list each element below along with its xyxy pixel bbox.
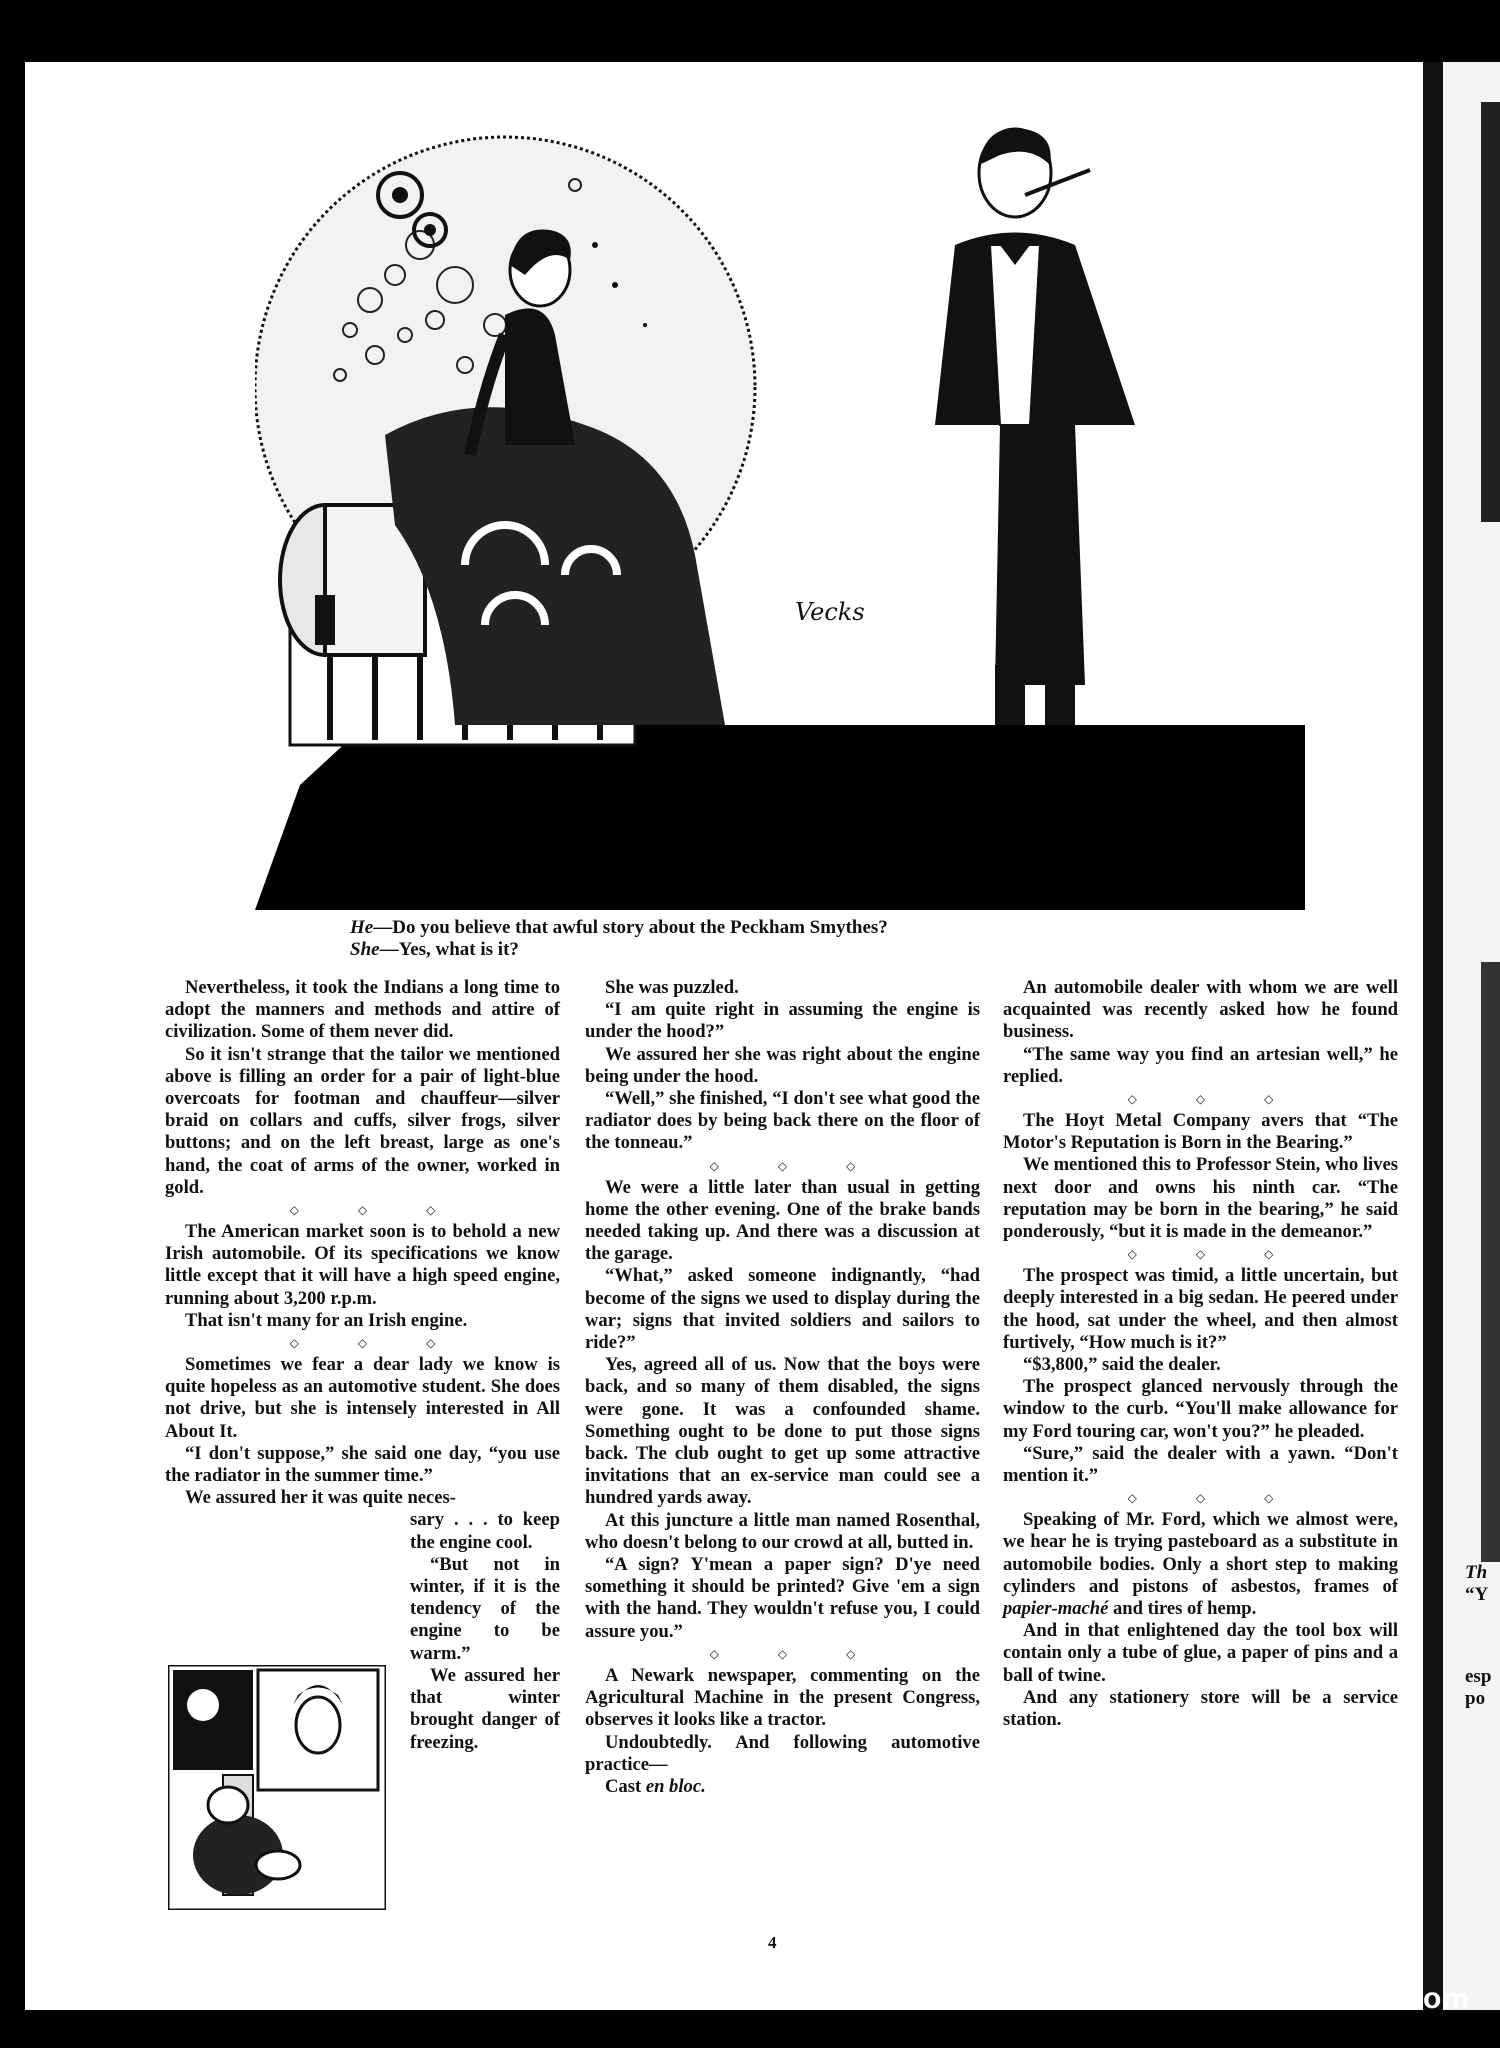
- paragraph: “But not in winter, if it is the tendency of the engine to be warm.”: [410, 1553, 560, 1664]
- paragraph: Undoubtedly. And following automotive practice—: [585, 1731, 980, 1775]
- paragraph: [1003, 1509, 1398, 1620]
- paragraph-text: Cast: [605, 1775, 646, 1797]
- site-watermark: comicbooks.com: [1210, 1982, 1470, 2015]
- adjacent-text-fragment: po: [1465, 1688, 1486, 1709]
- small-illustration: [168, 1665, 386, 1910]
- section-ornament: ◇ ◇ ◇: [1127, 1491, 1302, 1506]
- tassel: [315, 595, 335, 645]
- paragraph-text: Speaking of Mr. Ford, which we almost were, we hear he is trying pasteboard as a substitute in automobile bodies. Only a short step to making cylinders and pistons of asbestos, frames of: [1003, 1509, 1398, 1597]
- paragraph: “The same way you find an artesian well,” he replied.: [1003, 1043, 1398, 1087]
- man-shirt-front: [990, 245, 1040, 425]
- paragraph: We assured her she was right about the engine being under the hood.: [585, 1043, 980, 1087]
- paragraph: At this juncture a little man named Rosenthal, who doesn't belong to our crowd at all, butted in.: [585, 1509, 980, 1553]
- adjacent-art-fragment: [1481, 962, 1500, 1562]
- section-ornament: ◇ ◇ ◇: [1127, 1092, 1302, 1107]
- serenader-face: [208, 1787, 248, 1823]
- mandolin: [256, 1851, 300, 1879]
- binding-gutter: [1423, 62, 1443, 2010]
- section-ornament: ◇ ◇ ◇: [289, 1336, 464, 1351]
- adjacent-text-fragment: “Y: [1465, 1584, 1489, 1605]
- paragraph: The prospect glanced nervously through the window to the curb. “You'll make allowance for my Ford touring car, won't you?” he pleaded.: [1003, 1376, 1398, 1442]
- small-moon: [187, 1689, 219, 1721]
- paragraph: So it isn't strange that the tailor we mentioned above is filling an order for a pair of light-blue overcoats for footman and chauffeur—silver braid on collars and cuffs, silver frogs, silver buttons; and on the left breast, large as one's hand, the coat of arms of the owner, worked in gold.: [165, 1043, 560, 1198]
- paragraph: We assured her that winter brought danger of freezing.: [410, 1664, 560, 1753]
- paragraph: “What,” asked someone indignantly, “had become of the signs we used to display during the war; signs that invited soldiers and sailors to ride?”: [585, 1265, 980, 1354]
- paragraph: We were a little later than usual in getting home the other evening. One of the brake bands needed taking up. And there was a discussion at the garage.: [585, 1176, 980, 1265]
- paragraph: “Well,” she finished, “I don't see what good the radiator does by being back there on the floor of the tonneau.”: [585, 1088, 980, 1154]
- paragraph: “$3,800,” said the dealer.: [1023, 1354, 1221, 1376]
- paragraph: An automobile dealer with whom we are well acquainted was recently asked how he found business.: [1003, 977, 1398, 1043]
- caption-line-2: —Yes, what is it?: [379, 939, 519, 960]
- text-column-3: [1003, 977, 1398, 1731]
- caption-speaker-she: She: [350, 939, 380, 960]
- section-ornament: ◇ ◇ ◇: [709, 1158, 884, 1173]
- night-sky: [173, 1670, 253, 1770]
- text-column-1: [165, 977, 560, 1754]
- paragraph-italic: papier-maché: [1003, 1598, 1109, 1620]
- paragraph: She was puzzled.: [605, 977, 739, 998]
- paragraph: “I am quite right in assuming the engine is under the hood?”: [585, 999, 980, 1043]
- caption-speaker-he: He: [350, 917, 374, 938]
- caption-line-1: —Do you believe that awful story about the Peckham Smythes?: [373, 917, 888, 938]
- paragraph: We mentioned this to Professor Stein, who lives next door and owns his ninth car. “The reputation may be born in the bearing,” he said ponderously, “but it is made in the demeanor.”: [1003, 1154, 1398, 1243]
- illustration-caption: [350, 917, 888, 961]
- section-ornament: ◇ ◇ ◇: [709, 1646, 884, 1661]
- paragraph: “A sign? Y'mean a paper sign? D'ye need something it should be printed? Give 'em a sign with the hand. They wouldn't refuse you, I could assure you.”: [585, 1554, 980, 1642]
- adjacent-page-edge: [1443, 62, 1500, 2010]
- paragraph: And any stationery store will be a service station.: [1003, 1686, 1398, 1731]
- text-column-2: [585, 977, 980, 1798]
- adjacent-text-fragment: esp: [1465, 1666, 1492, 1687]
- paragraph: “Sure,” said the dealer with a yawn. “Don't mention it.”: [1003, 1442, 1398, 1487]
- paragraph: A Newark newspaper, commenting on the Agricultural Machine in the present Congress, observes it looks like a tractor.: [585, 1664, 980, 1731]
- adjacent-art-fragment: [1481, 102, 1500, 522]
- section-ornament: ◇ ◇ ◇: [289, 1203, 464, 1218]
- paragraph: And in that enlightened day the tool box will contain only a tube of glue, a paper of pins and a ball of twine.: [1003, 1620, 1398, 1686]
- artist-signature: Vecks: [795, 598, 865, 626]
- paragraph: That isn't many for an Irish engine.: [185, 1309, 468, 1331]
- paragraph-text: and tires of hemp.: [1108, 1598, 1257, 1620]
- paragraph: We assured her it was quite neces-: [185, 1487, 456, 1509]
- page-number: 4: [768, 1933, 777, 1952]
- man-leg: [995, 665, 1025, 725]
- paragraph: The prospect was timid, a little uncertain, but deeply interested in a big sedan. He peered under the hood, sat under the wheel, and then almost furtively, “How much is it?”: [1003, 1265, 1398, 1353]
- paragraph: Sometimes we fear a dear lady we know is quite hopeless as an automotive student. She does not drive, but she is intensely interested in All About It.: [165, 1354, 560, 1442]
- paragraph-italic: en bloc.: [645, 1775, 706, 1797]
- adjacent-text-fragment: Th: [1465, 1562, 1488, 1583]
- paragraph: Nevertheless, it took the Indians a long time to adopt the manners and methods and attire of civilization. Some of them never did.: [165, 977, 560, 1043]
- paragraph: The American market soon is to behold a new Irish automobile. Of its specifications we know little except that it will have a high speed engine, running about 3,200 r.p.m.: [165, 1221, 560, 1309]
- main-illustration: [255, 125, 1305, 915]
- paragraph: The Hoyt Metal Company avers that “The Motor's Reputation is Born in the Bearing.”: [1003, 1110, 1398, 1154]
- window-lady: [296, 1697, 340, 1753]
- paragraph: [585, 1776, 980, 1798]
- paragraph: “I don't suppose,” she said one day, “you use the radiator in the summer time.”: [165, 1442, 560, 1487]
- paragraph: sary . . . to keep the engine cool.: [410, 1509, 560, 1553]
- paragraph: Yes, agreed all of us. Now that the boys were back, and so many of them disabled, the signs were gone. It was a confounded shame. Something ought to be done to put those signs back. The club ought to get up some attractive invitations that an ex-service man could see a hundred yards away.: [585, 1354, 980, 1509]
- section-ornament: ◇ ◇ ◇: [1127, 1247, 1302, 1262]
- floor-rug: [255, 725, 1305, 910]
- man-leg: [1045, 665, 1075, 725]
